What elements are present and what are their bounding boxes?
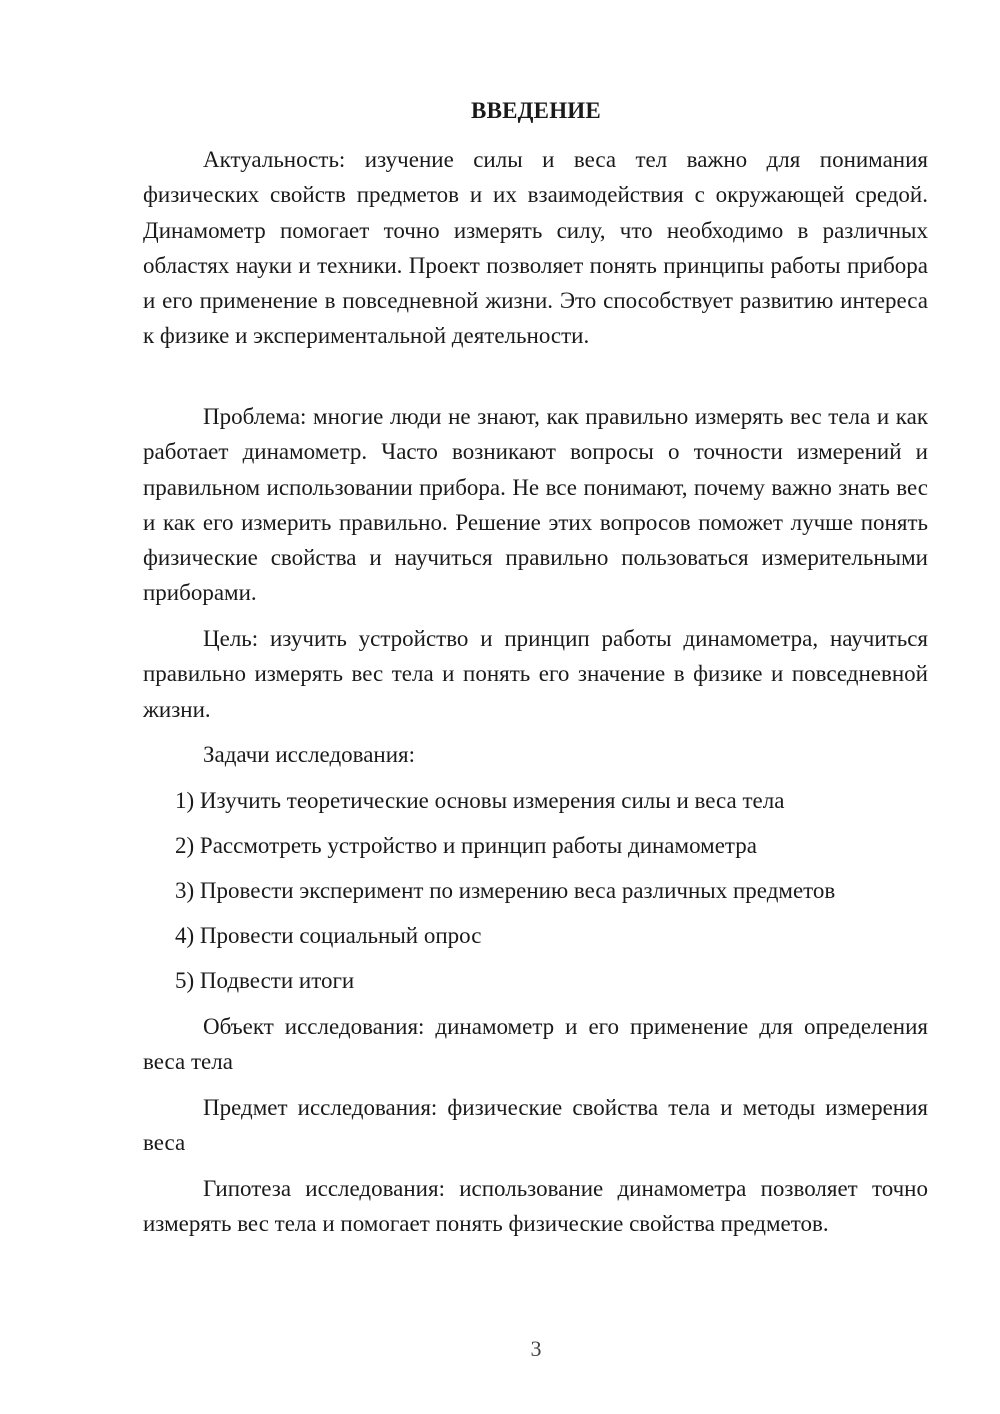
subject-paragraph: Предмет исследования: физические свойства тела и методы измерения веса (143, 1095, 928, 1156)
tasks-heading: Задачи исследования: (203, 742, 416, 767)
task-item: 3) Провести эксперимент по измерению веса различных предметов (175, 878, 836, 903)
hypothesis-paragraph: Гипотеза исследования: использование динамометра позволяет точно измерять вес тела и помогает понять физические свойства предметов. (143, 1176, 928, 1237)
problem-paragraph: Проблема: многие люди не знают, как правильно измерять вес тела и как работает динамометр. Часто возникают вопросы о точности измерений и правильном использовании прибора. Не все понимают, почему важно знать вес и как его измерить правильно. Решение этих вопросов поможет лучше понять физические свойства и научиться правильно пользоваться измерительными приборами. (143, 404, 928, 606)
task-item: 2) Рассмотреть устройство и принцип работы динамометра (175, 833, 757, 858)
task-item: 4) Провести социальный опрос (175, 923, 482, 948)
page-number: 3 (530, 1336, 542, 1361)
task-item: 1) Изучить теоретические основы измерения силы и веса тела (175, 788, 785, 813)
object-paragraph: Объект исследования: динамометр и его применение для определения веса тела (143, 1014, 928, 1075)
section-title: ВВЕДЕНИЕ (471, 98, 601, 123)
goal-paragraph: Цель: изучить устройство и принцип работы динамометра, научиться правильно измерять вес тела и понять его значение в физике и повседневной жизни. (143, 626, 928, 722)
relevance-paragraph: Актуальность: изучение силы и веса тел важно для понимания физических свойств предметов и их взаимодействия с окружающей средой. Динамометр помогает точно измерять силу, что необходимо в различных областях науки и техники. Проект позволяет понять принципы работы прибора и его применение в повседневной жизни. Это способствует развитию интереса к физике и экспериментальной деятельности. (143, 147, 928, 349)
task-item: 5) Подвести итоги (175, 968, 355, 993)
